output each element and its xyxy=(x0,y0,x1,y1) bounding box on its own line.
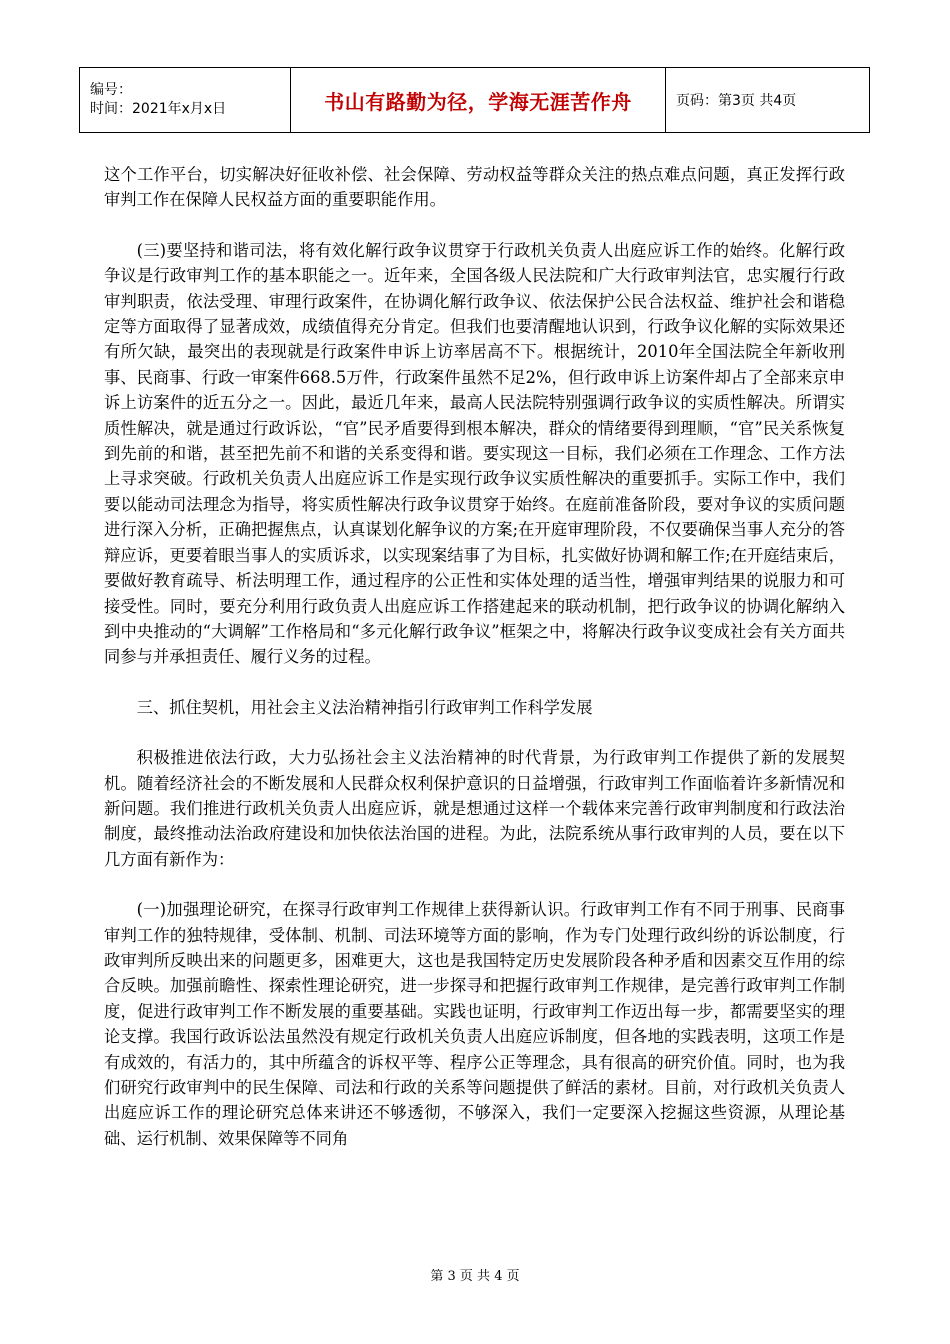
motto: 书山有路勤为径，学海无涯苦作舟 xyxy=(291,68,666,133)
paragraph-theory-research: (一)加强理论研究，在探寻行政审判工作规律上获得新认识。行政审判工作有不同于刑事、民商事审判工作的独特规律，受体制、机制、司法环境等方面的影响，作为专门处理行政纠纷的诉讼制度，行政审判所反映出来的问题更多，困难更大，这也是我国特定历史发展阶段各种矛盾和因素交互作用的综合反映。加强前瞻性、探索性理论研究，进一步探寻和把握行政审判工作规律，是完善行政审判工作制度，促进行政审判工作不断发展的重要基础。实践也证明，行政审判工作迈出每一步，都需要坚实的理论支撑。我国行政诉讼法虽然没有规定行政机关负责人出庭应诉制度，但各地的实践表明，这项工作是有成效的，有活力的，其中所蕴含的诉权平等、程序公正等理念，具有很高的研究价值。同时，也为我们研究行政审判中的民生保障、司法和行政的关系等问题提供了鲜活的素材。目前，对行政机关负责人出庭应诉工作的理论研究总体来讲还不够透彻，不够深入，我们一定要深入挖掘这些资源，从理论基础、运行机制、效果保障等不同角 xyxy=(104,900,845,1148)
paragraph-section-three: (三)要坚持和谐司法，将有效化解行政争议贯穿于行政机关负责人出庭应诉工作的始终。化解行政争议是行政审判工作的基本职能之一。近年来，全国各级人民法院和广大行政审判法官，忠实履行行政审判职责，依法受理、审理行政案件，在协调化解行政争议、依法保护公民合法权益、维护社会和谐稳定等方面取得了显著成效，成绩值得充分肯定。但我们也要清醒地认识到，行政争议化解的实际效果还有所欠缺，最突出的表现就是行政案件申诉上访率居高不下。根据统计，2010年全国法院全年新收刑事、民商事、行政一审案件668.5万件，行政案件虽然不足2%，但行政申诉上访案件却占了全部来京申诉上访案件的近五分之一。因此，最近几年来，最高人民法院特别强调行政争议的实质性解决。所谓实质性解决，就是通过行政诉讼，“官”民矛盾要得到根本解决，群众的情绪要得到理顺，“官”民关系恢复到先前的和谐，甚至把先前不和谐的关系变得和谐。要实现这一目标，我们必须在工作理念、工作方法上寻求突破。行政机关负责人出庭应诉工作是实现行政争议实质性解决的重要抓手。实际工作中，我们要以能动司法理念为指导，将实质性解决行政争议贯穿于始终。在庭前准备阶段，要对争议的实质问题进行深入分析，正确把握焦点，认真谋划化解争议的方案;在开庭审理阶段，不仅要确保当事人充分的答辩应诉，更要着眼当事人的实质诉求，以实现案结事了为目标，扎实做好协调和解工作;在开庭结束后，要做好教育疏导、析法明理工作，通过程序的公正性和实体处理的适当性，增强审判结果的说服力和可接受性。同时，要充分利用行政负责人出庭应诉工作搭建起来的联动机制，把行政争议的协调化解纳入到中央推动的“大调解”工作格局和“多元化解行政争议”框架之中，将解决行政争议变成社会有关方面共同参与并承担责任、履行义务的过程。 xyxy=(104,240,845,667)
page-footer: 第 3 页 共 4 页 xyxy=(430,1269,520,1284)
paragraph-opportunity: 积极推进依法行政，大力弘扬社会主义法治精神的时代背景，为行政审判工作提供了新的发展契机。随着经济社会的不断发展和人民群众权利保护意识的日益增强，行政审判工作面临着许多新情况和新问题。我们推进行政机关负责人出庭应诉，就是想通过这样一个载体来完善行政审判制度和行政法治制度，最终推动法治政府建设和加快依法治国的进程。为此，法院系统从事行政审判的人员，要在以下几方面有新作为： xyxy=(104,748,845,869)
header-meta-cell xyxy=(80,68,291,133)
page-label: 页码：第3页 共4页 xyxy=(666,68,870,133)
document-header xyxy=(79,67,870,133)
section-heading: 三、抓住契机，用社会主义法治精神指引行政审判工作科学发展 xyxy=(136,697,593,717)
paragraph-continuation: 这个工作平台，切实解决好征收补偿、社会保障、劳动权益等群众关注的热点难点问题，真正发挥行政审判工作在保障人民权益方面的重要职能作用。 xyxy=(104,165,845,210)
number-label: 编号： xyxy=(90,82,132,98)
document-body xyxy=(104,162,845,1151)
date-label: 时间：2021年x月x日 xyxy=(90,101,227,117)
